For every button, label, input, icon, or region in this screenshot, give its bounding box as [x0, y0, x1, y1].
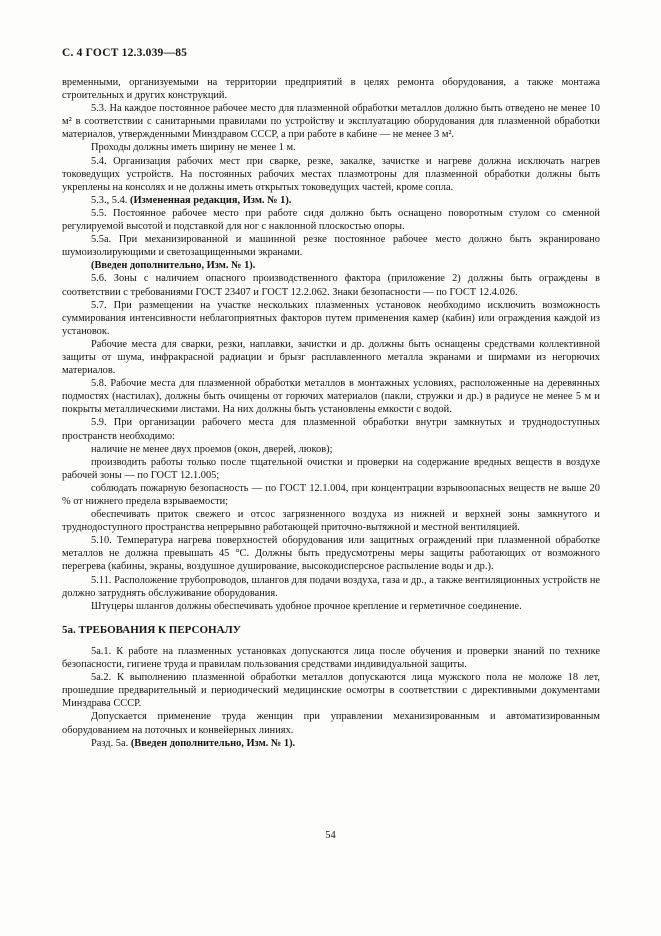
page-header: С. 4 ГОСТ 12.3.039—85 — [62, 47, 188, 59]
paragraph: 5.9. При организации рабочего места для плазменной обработки внутри замкнутых и труднодоступных пространств необходимо: — [62, 417, 600, 442]
paragraph: 5.7. При размещении на участке нескольких плазменных установок необходимо исключить возможность суммирования интенсивности неблагоприятных факторов путем применения камер (кабин) или ограждения каждой из установок. — [62, 299, 600, 337]
list-item: наличие не менее двух проемов (окон, дверей, люков); — [91, 443, 333, 455]
list-item: обеспечивать приток свежего и отсос загрязненного воздуха из нижней и верхней зоны замкнутого и труднодоступного пространства непрерывно работающей приточно-вытяжной и местной вентиляцией. — [62, 509, 600, 534]
paragraph: 5.5а. При механизированной и машинной резке постоянное рабочее место должно быть экранировано шумоизолирующими и светозащищенными экранами. — [62, 234, 600, 259]
paragraph: 5.3. На каждое постоянное рабочее место для плазменной обработки металлов должно быть отведено не менее 10 м² в соответствии с санитарными правилами по устройству и эксплуатацию оборудования для плазменной обработки материалов, утвержденными Минздравом СССР, а при работе в кабине — не менее 3 м². — [62, 103, 600, 141]
list-item: производить работы только после тщательной очистки и проверки на содержание вредных веществ в воздухе рабочей зоны — по ГОСТ 12.1.005; — [62, 456, 600, 481]
amendment-mark: (Введен дополнительно, Изм. № 1). — [130, 737, 296, 749]
paragraph: 5а.1. К работе на плазменных установках допускаются лица после обучения и проверки знаний по технике безопасности, гигиене труда и правилам пользования средствами индивидуальной защиты. — [62, 645, 600, 671]
amendment-mark: (Введен дополнительно, Изм. № 1). — [91, 260, 256, 272]
paragraph: 5.4. Организация рабочих мест при сварке, резке, закалке, зачистке и нагреве должна исключать нагрев токоведущих устройств. На постоянных рабочих местах плазмотроны для плазменной обработки должны быть укреплены на консолях и не должны иметь открытых токоведущих частей, кроме сопла. — [62, 155, 600, 193]
section-reference: Разд. 5а. — [91, 737, 129, 749]
paragraph: Допускается применение труда женщин при управлении механизированным и автоматизированным оборудованием на поточных и конвейерных линиях. — [62, 711, 600, 736]
paragraph: Штуцеры шлангов должны обеспечивать удобное прочное крепление и герметичное соединение. — [91, 600, 522, 612]
paragraph: 5.11. Расположение трубопроводов, шлангов для подачи воздуха, газа и др., а также вентиляционных устройств не должно затруднять обслуживание оборудования. — [62, 574, 600, 599]
paragraph: 5а.2. К выполнению плазменной обработки металлов допускаются лица мужского пола не моложе 18 лет, прошедшие предварительный и периодический медицинские осмотры в соответствии с директивными документами Минздрава СССР. — [62, 672, 600, 710]
paragraph: 5.8. Рабочие места для плазменной обработки металлов в монтажных условиях, расположенные на деревянных подмостях (настилах), должны быть очищены от горючих материалов (пакли, стружки и др.) в радиусе не менее 5 м и покрыты металлическими листами. На них должны быть установлены емкости с водой. — [62, 378, 600, 416]
document-body — [62, 76, 600, 750]
paragraph: 5.5. Постоянное рабочее место при работе сидя должно быть оснащено поворотным стулом со сменной регулируемой высотой и подставкой для ног с наклонной плоскостью опоры. — [62, 207, 600, 233]
paragraph: временными, организуемыми на территории предприятий в целях ремонта оборудования, а также монтажа строительных и других конструкций. — [62, 77, 600, 102]
clause-reference: 5.3., 5.4. — [91, 194, 128, 206]
paragraph: 5.10. Температура нагрева поверхностей оборудования или защитных ограждений при плазменной обработке металлов не должна превышать 45 °С. Должны быть предусмотрены меры защиты работающих от возможного перегрева (кабины, экраны, воздушное душирование, высокодисперсное распыление воды и др.). — [62, 535, 600, 573]
amendment-note — [62, 194, 600, 207]
paragraph: 5.6. Зоны с наличием опасного производственного фактора (приложение 2) должны быть ограждены в соответствии с требованиями ГОСТ 23407 и ГОСТ 12.2.062. Знаки безопасности — по ГОСТ 12.4.026. — [62, 273, 600, 298]
page-number: 54 — [325, 830, 336, 841]
paragraph: Проходы должны иметь ширину не менее 1 м. — [91, 142, 296, 154]
list-item: соблюдать пожарную безопасность — по ГОСТ 12.1.004, при концентрации взрывоопасных веществ не выше 20 % от нижнего предела взрываемости; — [62, 482, 600, 507]
paragraph: Рабочие места для сварки, резки, наплавки, зачистки и др. должны быть оснащены средствами коллективной защиты от шума, инфракрасной радиации и брызг расплавленного металла экранами и ширмами из негорючих материалов. — [62, 338, 600, 377]
amendment-note — [62, 737, 600, 750]
section-title: 5а. ТРЕБОВАНИЯ К ПЕРСОНАЛУ — [62, 623, 241, 636]
amendment-mark: (Измененная редакция, Изм. № 1). — [129, 194, 292, 206]
